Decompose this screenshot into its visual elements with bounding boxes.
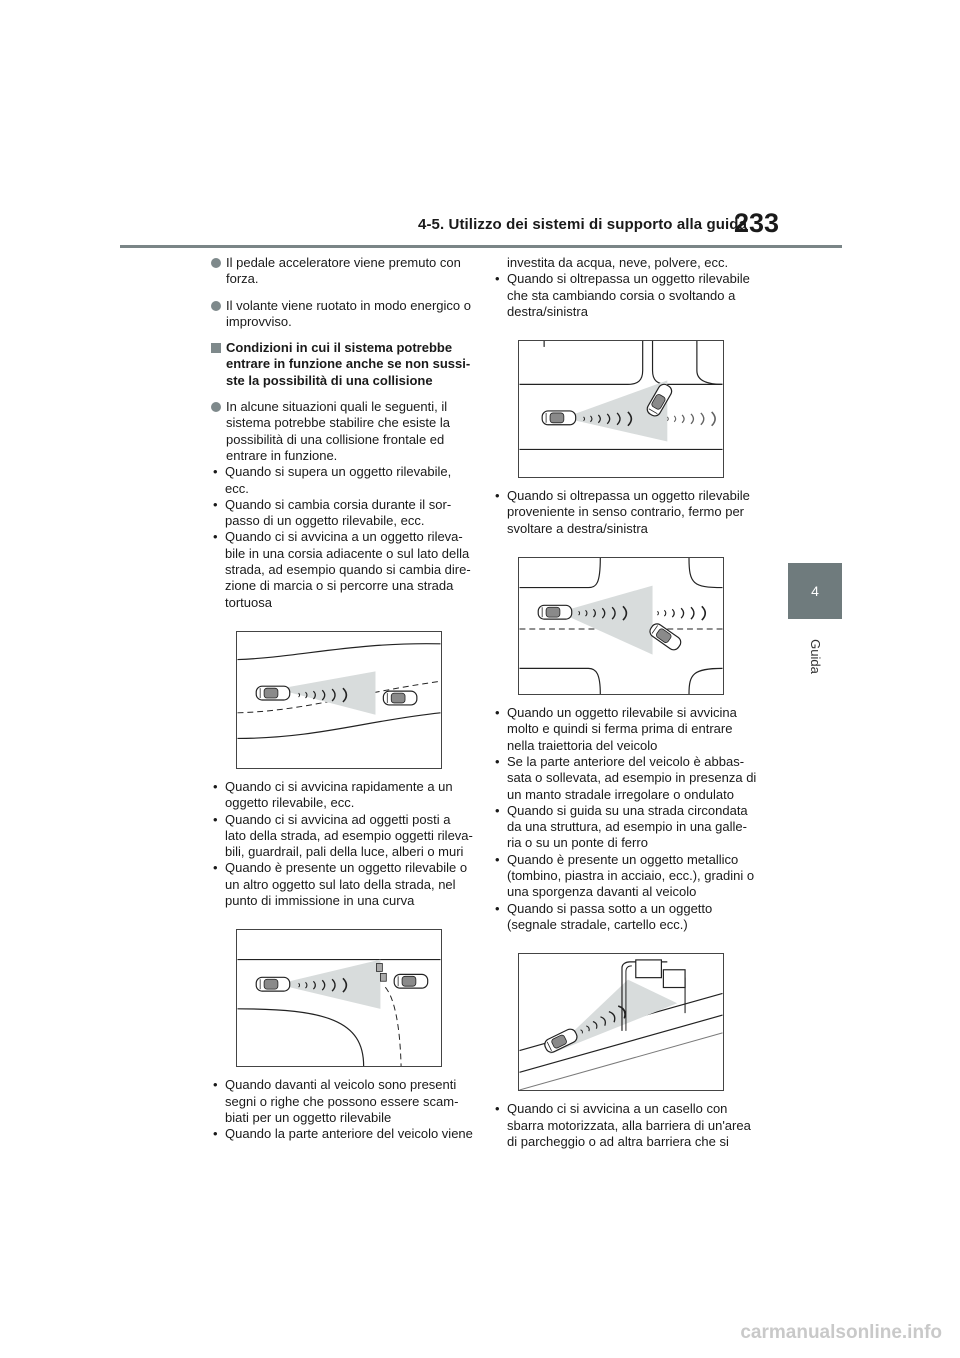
curved-road-svg xyxy=(237,632,441,768)
list-item: • Quando si guida su una strada circondata da una struttura, ad esempio in una galle-ria o su un ponte di ferro xyxy=(495,802,748,851)
illustration-oncoming-turn xyxy=(518,557,724,695)
circle-bullet-icon xyxy=(211,258,221,268)
list-item: • Quando è presente un oggetto metallico (tombino, piastra in acciaio, ecc.), gradini o una sporgenza davanti al veicolo xyxy=(495,851,755,900)
list-item: • Quando si oltrepassa un oggetto rilevabile che sta cambiando corsia o svoltando a destra/sinistra xyxy=(495,271,750,319)
curve-entry-svg xyxy=(237,930,441,1066)
circle-bullet-icon xyxy=(211,402,221,412)
watermark: carmanualsonline.info xyxy=(740,1322,942,1343)
section-heading: Condizioni in cui il sistema potrebbe entrare in funzione anche se non sussi-ste la possibilità di una collisione xyxy=(211,340,473,389)
list-item: • Quando ci si avvicina a un oggetto rileva-bile in una corsia adiacente o sul lato della strada, ad esempio quando si cambia dire-zione di marcia o si percorre una strada tortuosa xyxy=(213,529,471,610)
square-bullet-icon xyxy=(211,343,221,353)
list-item: • Quando un oggetto rilevabile si avvicina molto e quindi si ferma prima di entrare nella traiettoria del veicolo xyxy=(495,705,737,753)
section-header-title: 4-5. Utilizzo dei sistemi di supporto alla guida xyxy=(418,216,748,233)
illustration-curve-entry xyxy=(236,929,442,1067)
page-number: 233 xyxy=(734,208,780,238)
illustration-curved-road xyxy=(236,631,442,769)
chapter-number: 4 xyxy=(811,583,819,599)
list-item: • Quando si oltrepassa un oggetto rilevabile proveniente in senso contrario, fermo per svoltare a destra/sinistra xyxy=(495,488,750,536)
list-item: • Quando ci si avvicina a un casello con sbarra motorizzata, alla barriera di un'area di parcheggio o ad altra barriera che si xyxy=(495,1101,751,1149)
chapter-side-label xyxy=(786,631,844,681)
list-item: • Quando la parte anteriore del veicolo viene xyxy=(213,1126,473,1142)
chapter-name: Guida xyxy=(807,638,823,674)
continuation-text: investita da acqua, neve, polvere, ecc. xyxy=(507,255,729,270)
list-item: • Quando è presente un oggetto rilevabile o un altro oggetto sul lato della strada, nel punto di immissione in una curva xyxy=(213,860,468,909)
list-item: • Quando si supera un oggetto rilevabile, ecc. xyxy=(213,464,452,496)
list-item: In alcune situazioni quali le seguenti, il sistema potrebbe stabilire che esiste la possibilità di una collisione frontale ed entrare in funzione. xyxy=(211,399,473,464)
list-item: Il pedale acceleratore viene premuto con forza. xyxy=(211,255,473,288)
illustration-turning-vehicle xyxy=(518,340,724,478)
chapter-tab[interactable] xyxy=(788,563,842,619)
turning-vehicle-svg xyxy=(519,341,723,477)
list-item: Il volante viene ruotato in modo energico o improvviso. xyxy=(211,298,473,331)
overhead-sign-svg xyxy=(519,954,723,1090)
list-item: • Quando si passa sotto a un oggetto (segnale stradale, cartello ecc.) xyxy=(495,900,713,932)
header-divider xyxy=(120,245,842,248)
illustration-overhead-sign xyxy=(518,953,724,1091)
right-column xyxy=(493,255,761,1150)
left-column xyxy=(211,255,473,1143)
list-item: • Quando ci si avvicina ad oggetti posti a lato della strada, ad esempio oggetti rileva-bili, guardrail, pali della luce, alberi o muri xyxy=(213,811,473,860)
circle-bullet-icon xyxy=(211,301,221,311)
oncoming-turn-svg xyxy=(519,558,723,694)
list-item: • Quando davanti al veicolo sono presenti segni o righe che possono essere scam-biati per un oggetto rilevabile xyxy=(213,1077,459,1125)
list-item: • Se la parte anteriore del veicolo è abbas-sata o sollevata, ad esempio in presenza di un manto stradale irregolare o ondulato xyxy=(495,753,757,802)
list-item: • Quando si cambia corsia durante il sor-passo di un oggetto rilevabile, ecc. xyxy=(213,496,452,529)
list-item: • Quando ci si avvicina rapidamente a un oggetto rilevabile, ecc. xyxy=(213,778,453,811)
